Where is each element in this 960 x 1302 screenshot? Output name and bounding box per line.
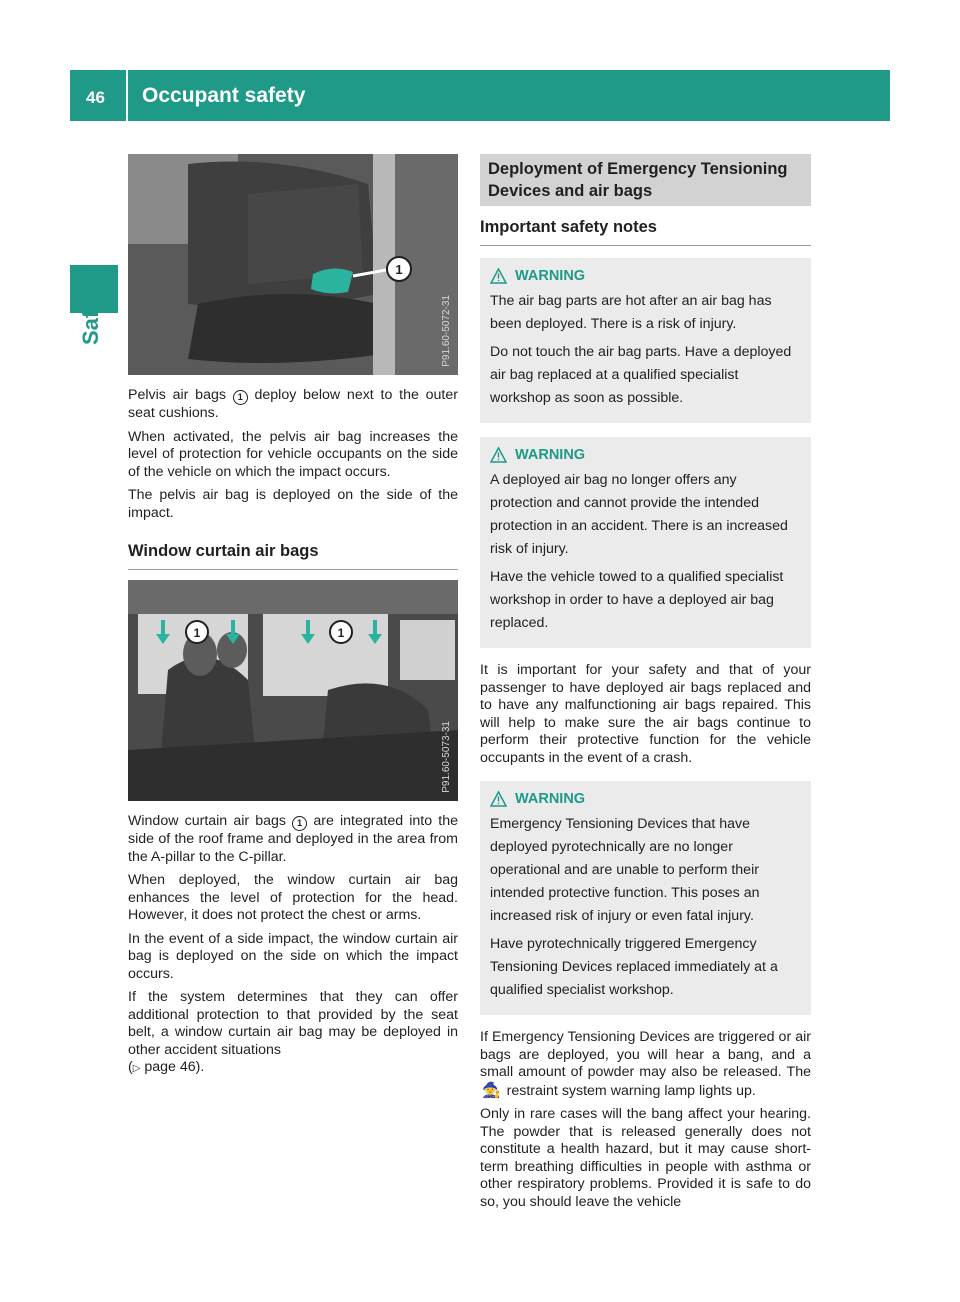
heading-window-curtain: Window curtain air bags [128,542,458,570]
callout-1b: 1 [292,816,307,831]
paragraph-curtain-protection: When deployed, the window curtain air bag enhances the level of protection for the head. However, it does not protect the chest or arms. [128,872,458,923]
figure2-code: P91.60-5073-31 [441,721,452,793]
warning-triangle-icon [490,447,507,463]
right-column [480,154,811,1217]
warn3-text-1: Emergency Tensioning Devices that have deployed pyrotechnically are no longer operational and are unable to perform their intended protective function. This poses an increased risk of injury or even fatal injury. [490,816,760,924]
heading-safety-notes: Important safety notes [480,218,811,246]
left-column [128,154,458,1084]
warn2-text-2: Have the vehicle towed to a qualified specialist workshop in order to have a deployed air bag replaced. [490,569,784,631]
page-reference-link[interactable]: page 46). [144,1059,205,1075]
p-bang-post: restraint system warning lamp lights up. [502,1082,756,1099]
restraint-system-warning-lamp-icon: 🧙 [482,1081,501,1099]
page-title: Occupant safety [142,84,306,107]
p4-post: are integrated into the side of the roof frame and deployed in the area from the A-pillar to the C-pillar. [128,813,458,865]
warning-triangle-icon [490,268,507,284]
header-divider [126,70,128,121]
p4-pre: Window curtain air bags [128,813,293,829]
p1-post: deploy below next to the outer seat cushions. [128,387,458,421]
pelvis-airbag-figure [128,154,458,375]
warn1-text-1: The air bag parts are hot after an air bag has been deployed. There is a risk of injury. [490,293,772,332]
paragraph-curtain-location [128,813,458,866]
paragraph-pelvis-location [128,387,458,423]
p-bang-pre: If Emergency Tensioning Devices are triggered or air bags are deployed, you will hear a bang, and a small amount of powder may also be released. The [480,1029,811,1080]
figure1-callout-label: 1 [395,262,403,277]
paragraph-pelvis-deployment: The pelvis air bag is deployed on the side of the impact. [128,487,458,521]
paragraph-curtain-side-impact: In the event of a side impact, the window curtain air bag is deployed on the side on which the impact occurs. [128,930,458,982]
warn1-text-2: Do not touch the air bag parts. Have a deployed air bag replaced at a qualified specialist workshop as soon as possible. [490,344,792,406]
callout-1: 1 [233,390,248,405]
warn3-text-2: Have pyrotechnically triggered Emergency Tensioning Devices replaced immediately at a qualified specialist workshop. [490,936,778,998]
warning-label: WARNING [515,447,586,463]
warning-label: WARNING [515,268,586,284]
figure1-code: P91.60-5072-31 [441,295,452,367]
section-title-deployment: Deployment of Emergency Tensioning Devices and air bags [480,154,811,206]
warning-box-deployed [480,437,811,648]
page-number: 46 [86,88,105,107]
window-curtain-figure [128,580,458,801]
warning-triangle-icon [490,791,507,807]
p1-pre: Pelvis air bags [128,387,233,403]
figure2-callout-label-a: 1 [193,626,201,640]
pelvis-airbag-illustration [128,154,458,375]
paragraph-curtain-other: If the system determines that they can offer additional protection to that provided by the seat belt, a window curtain air bag may be deployed in other accident situations (▷ page 46). [128,989,458,1075]
paragraph-rare-cases: Only in rare cases will the bang affect your hearing. The powder that is released generally does not constitute a health hazard, but it may cause short-term breathing difficulties in people with asthma or other respiratory problems. Provided it is safe to do so, you should leave the vehicle [480,1106,811,1210]
warning-box-tensioning [480,781,811,1015]
warning-label: WARNING [515,791,586,807]
warning-box-hot-parts [480,258,811,423]
warn2-text-1: A deployed air bag no longer offers any protection and cannot provide the intended protection in an accident. There is an increased risk of injury. [490,472,788,557]
window-curtain-illustration [128,580,458,801]
page-header [70,70,890,121]
paragraph-pelvis-protection: When activated, the pelvis air bag increases the level of protection for vehicle occupants on the side of the vehicle on which the impact occurs. [128,428,458,480]
p7-main: If the system determines that they can offer additional protection to that provided by the seat belt, a window curtain air bag may be deployed in other accident situations [128,989,458,1058]
paragraph-importance: It is important for your safety and that of your passenger to have deployed air bags replaced and to have any malfunctioning air bags repaired. This will help to make sure the air bags continue to perform their protective function for the vehicle occupants in the event of a crash. [480,662,811,766]
page-reference-icon: ▷ [132,1063,141,1074]
figure2-callout-label-b: 1 [337,626,345,640]
side-section-label: Safety [78,278,103,345]
paragraph-bang [480,1029,811,1100]
